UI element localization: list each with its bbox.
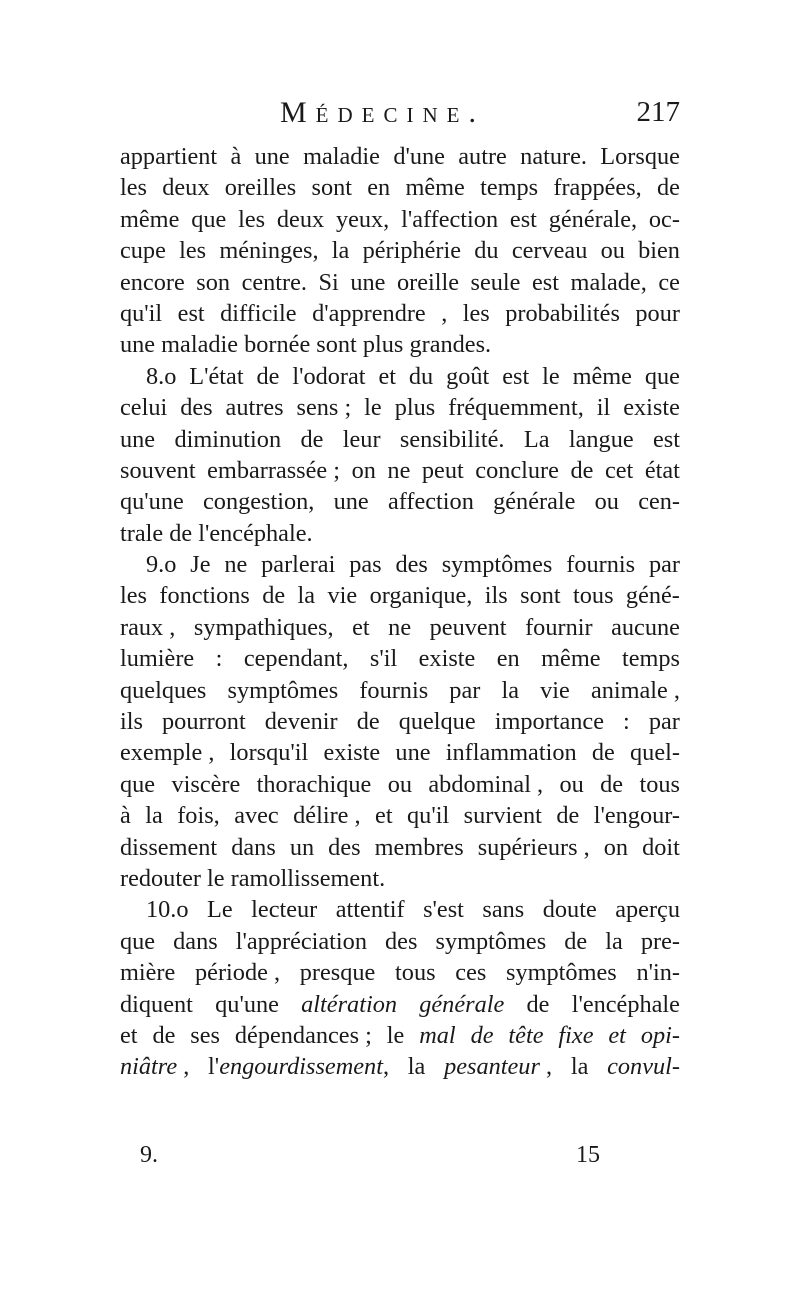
text-line xyxy=(120,455,680,486)
word: malade, xyxy=(570,268,647,296)
word: est xyxy=(653,425,680,453)
word: cupe xyxy=(120,237,166,265)
word: de xyxy=(470,1021,494,1049)
word: leur xyxy=(342,425,381,453)
word: dissement xyxy=(120,833,218,861)
word: mal xyxy=(419,1021,456,1049)
word: que xyxy=(644,362,680,390)
text-line xyxy=(120,580,680,611)
word: embarrassée ; xyxy=(207,456,341,484)
word: oreilles xyxy=(224,174,297,202)
word: l'affection xyxy=(401,205,499,233)
word: affection xyxy=(387,488,474,516)
word: ce xyxy=(658,268,680,296)
word: les xyxy=(238,205,266,233)
word: de xyxy=(256,362,280,390)
text-line xyxy=(120,141,680,172)
word: Je xyxy=(190,551,211,579)
word: animale , xyxy=(590,676,680,704)
word: période , xyxy=(195,959,281,987)
word: quel- xyxy=(630,739,680,767)
word: thorachique xyxy=(256,770,372,798)
text-segment: trale de l'encéphale. xyxy=(120,519,313,547)
text-segment: une maladie bornée sont plus grandes. xyxy=(120,331,492,359)
word: on xyxy=(351,456,376,484)
word: autres xyxy=(225,394,284,422)
word: générale xyxy=(493,488,576,516)
word: la xyxy=(407,1053,426,1081)
word: pesanteur , xyxy=(444,1053,553,1081)
page-header xyxy=(120,96,680,136)
word: symptômes xyxy=(441,551,553,579)
word: l'odorat xyxy=(292,362,366,390)
word: pourront xyxy=(162,708,246,736)
word: abdominal , xyxy=(428,770,544,798)
word: cerveau xyxy=(511,237,588,265)
word: même xyxy=(541,645,601,673)
word: une xyxy=(333,488,369,516)
text-line xyxy=(120,612,680,643)
word: fonctions xyxy=(159,582,250,610)
word: délire , xyxy=(293,802,361,830)
text-segment: redouter le ramollissement. xyxy=(120,864,386,892)
word: en xyxy=(496,645,520,673)
word: qu'une xyxy=(120,488,184,516)
word: organique, xyxy=(369,582,473,610)
word: vie xyxy=(327,582,358,610)
word: la xyxy=(501,676,519,704)
word: d'apprendre xyxy=(312,299,426,327)
word: on xyxy=(603,833,629,861)
word: existe xyxy=(623,394,680,422)
word: une xyxy=(350,268,386,296)
word: lumière xyxy=(120,645,195,673)
word: fournis xyxy=(566,551,636,579)
word: existe xyxy=(323,739,381,767)
text-line xyxy=(120,800,680,831)
word: sont xyxy=(520,582,561,610)
body-text xyxy=(120,141,680,1083)
word: 9.o xyxy=(146,551,177,579)
text-line xyxy=(120,1051,680,1082)
word: fournis xyxy=(359,676,429,704)
word: probabilités xyxy=(505,299,620,327)
text-line xyxy=(120,675,680,706)
word: tête xyxy=(508,1021,544,1049)
word: fois, xyxy=(177,802,220,830)
text-line xyxy=(120,957,680,988)
word: la xyxy=(605,927,623,955)
word: pour xyxy=(635,299,680,327)
word: exemple , xyxy=(120,739,215,767)
text-line xyxy=(120,486,680,517)
word: la xyxy=(297,582,316,610)
word: appartient xyxy=(120,143,218,170)
word: qu'il xyxy=(407,802,450,830)
word: deux xyxy=(162,174,210,202)
word: des xyxy=(328,833,361,861)
word: cependant, xyxy=(243,645,349,673)
word: le xyxy=(364,394,382,422)
word: du xyxy=(408,362,434,390)
word: que xyxy=(191,205,227,233)
word: de xyxy=(657,174,680,202)
word: langue xyxy=(568,425,634,453)
word: pre- xyxy=(640,927,680,955)
word: 10.o xyxy=(146,896,189,924)
word: géné- xyxy=(625,582,680,610)
word: l'encéphale xyxy=(571,990,680,1018)
word: diquent xyxy=(120,990,193,1018)
word: que xyxy=(120,770,156,798)
word: par xyxy=(449,676,481,704)
word: de xyxy=(526,990,550,1018)
word: mière xyxy=(120,959,176,987)
word: même xyxy=(405,174,465,202)
word: s'est xyxy=(423,896,464,924)
word: symptômes xyxy=(435,927,547,955)
word: de xyxy=(591,739,615,767)
word: : xyxy=(623,708,630,736)
word: vie xyxy=(540,676,570,704)
word: méninges, xyxy=(219,237,319,265)
word: temps xyxy=(621,645,680,673)
word: s'il xyxy=(369,645,398,673)
word: ne xyxy=(388,613,412,641)
word: de xyxy=(262,582,286,610)
word: la xyxy=(145,802,163,830)
word: la xyxy=(331,237,350,265)
word: devenir xyxy=(264,708,338,736)
word: sympathiques, xyxy=(193,613,334,641)
word: dans xyxy=(173,927,218,955)
word: d'une xyxy=(393,143,445,170)
word: l'appréciation xyxy=(235,927,367,955)
word: générale xyxy=(419,990,505,1018)
word: temps xyxy=(480,174,539,202)
word: altération xyxy=(301,990,397,1018)
word: bien xyxy=(638,237,680,265)
word: maladie xyxy=(303,143,380,170)
word: et xyxy=(378,362,396,390)
word: la xyxy=(570,1053,589,1081)
word: il xyxy=(596,394,611,422)
word: L'état xyxy=(189,362,244,390)
word: par xyxy=(648,551,680,579)
page-footer xyxy=(140,1142,600,1174)
word: sans xyxy=(482,896,525,924)
word: Lorsque xyxy=(600,143,680,170)
word: quelque xyxy=(398,708,476,736)
word: même xyxy=(572,362,632,390)
word: raux , xyxy=(120,613,176,641)
word: et xyxy=(352,613,370,641)
text-line xyxy=(120,235,680,266)
word: une xyxy=(120,425,156,453)
word: celui xyxy=(120,394,168,422)
word: tous xyxy=(395,959,436,987)
word: survient xyxy=(463,802,542,830)
text-line xyxy=(120,769,680,800)
text-line xyxy=(120,706,680,737)
word: périphérie xyxy=(362,237,462,265)
word: aucune xyxy=(611,613,680,641)
text-line xyxy=(120,643,680,674)
word: des xyxy=(395,551,428,579)
word: : xyxy=(215,645,223,673)
text-line xyxy=(120,1020,680,1051)
word: à xyxy=(230,143,242,170)
word: de xyxy=(564,927,588,955)
text-line xyxy=(120,737,680,768)
text-line xyxy=(120,518,680,549)
word: autre xyxy=(458,143,507,170)
word: de xyxy=(600,770,624,798)
word: est xyxy=(509,205,537,233)
text-line xyxy=(120,863,680,894)
word: ou xyxy=(387,770,413,798)
word: est xyxy=(502,362,530,390)
text-line xyxy=(120,392,680,423)
word: symptômes xyxy=(506,959,617,987)
text-line xyxy=(120,549,680,580)
text-line xyxy=(120,989,680,1020)
word: fixe xyxy=(558,1021,594,1049)
word: de xyxy=(152,1021,176,1049)
word: état xyxy=(644,456,680,484)
word: ou xyxy=(559,770,584,798)
word: sont xyxy=(311,174,353,202)
word: peut xyxy=(421,456,464,484)
text-line xyxy=(120,894,680,925)
word: doit xyxy=(642,833,680,861)
word: encore xyxy=(120,268,185,296)
word: parlerai xyxy=(261,551,336,579)
text-line xyxy=(120,926,680,957)
word: goût xyxy=(446,362,490,390)
word: aperçu xyxy=(615,896,680,924)
word: et xyxy=(375,802,393,830)
word: générale, xyxy=(548,205,638,233)
word: La xyxy=(523,425,550,453)
word: ou xyxy=(594,488,619,516)
word: ou xyxy=(600,237,625,265)
word: plus xyxy=(394,394,436,422)
word: niâtre , xyxy=(120,1053,190,1081)
word: , xyxy=(441,299,448,327)
word: membres xyxy=(374,833,464,861)
word: même xyxy=(120,205,180,233)
word: qu'il xyxy=(120,299,163,327)
word: tous xyxy=(573,582,614,610)
word: congestion, xyxy=(203,488,315,516)
word: un xyxy=(289,833,315,861)
word: ne xyxy=(387,456,411,484)
word: oc- xyxy=(648,205,680,233)
word: nature. xyxy=(520,143,587,170)
word: les xyxy=(462,299,490,327)
word: le xyxy=(542,362,560,390)
word: en xyxy=(367,174,391,202)
word: pas xyxy=(349,551,382,579)
word: 8.o xyxy=(146,362,177,390)
word: peuvent xyxy=(429,613,507,641)
text-line xyxy=(120,832,680,863)
word: son xyxy=(196,268,231,296)
word: souvent xyxy=(120,456,196,484)
word: les xyxy=(120,582,147,610)
word: symptômes xyxy=(227,676,339,704)
text-line xyxy=(120,424,680,455)
word: de xyxy=(556,802,580,830)
word: ces xyxy=(455,959,487,987)
word: tous xyxy=(639,770,680,798)
word: cen- xyxy=(638,488,680,516)
word: attentif xyxy=(335,896,405,924)
word: supérieurs , xyxy=(477,833,590,861)
word: diminution xyxy=(174,425,282,453)
word: ils xyxy=(484,582,508,610)
word: ses xyxy=(190,1021,220,1049)
word: de xyxy=(300,425,324,453)
word: conclure xyxy=(475,456,559,484)
word: quelques xyxy=(120,676,207,704)
text-line xyxy=(120,361,680,392)
running-title: Médecine. xyxy=(280,96,485,129)
word: et xyxy=(608,1021,626,1049)
word: les xyxy=(179,237,207,265)
word: deux xyxy=(276,205,325,233)
word: yeux, xyxy=(335,205,390,233)
word: à xyxy=(120,802,131,830)
word: ne xyxy=(224,551,248,579)
text-line xyxy=(120,267,680,298)
word: inflammation xyxy=(445,739,577,767)
word: des xyxy=(180,394,213,422)
word: seule xyxy=(470,268,521,296)
word: doute xyxy=(542,896,597,924)
word: convul- xyxy=(607,1053,680,1081)
word: opi- xyxy=(640,1021,680,1049)
word: les xyxy=(120,174,147,202)
word: cet xyxy=(604,456,634,484)
signature-mark: 9. xyxy=(140,1142,158,1168)
word: ils xyxy=(120,708,143,736)
folio: 15 xyxy=(576,1142,600,1168)
word: une xyxy=(395,739,431,767)
word: lecteur xyxy=(251,896,318,924)
word: par xyxy=(648,708,680,736)
word: presque xyxy=(299,959,376,987)
word: difficile xyxy=(220,299,297,327)
word: frappées, xyxy=(553,174,642,202)
word: importance xyxy=(494,708,604,736)
word: le xyxy=(386,1021,405,1049)
word: dans xyxy=(231,833,276,861)
word: l'engourdissement, xyxy=(208,1053,390,1081)
page-number: 217 xyxy=(636,96,680,128)
word: de xyxy=(570,456,594,484)
word: Le xyxy=(207,896,233,924)
text-line xyxy=(120,298,680,329)
word: fournir xyxy=(525,613,593,641)
text-line xyxy=(120,172,680,203)
word: une xyxy=(254,143,290,170)
word: viscère xyxy=(171,770,241,798)
word: que xyxy=(120,927,156,955)
text-line xyxy=(120,204,680,235)
word: existe xyxy=(418,645,476,673)
text-line xyxy=(120,329,680,360)
word: et xyxy=(120,1021,138,1049)
word: l'engour- xyxy=(593,802,680,830)
word: oreille xyxy=(396,268,460,296)
word: du xyxy=(474,237,499,265)
word: sens ; xyxy=(296,394,352,422)
word: est xyxy=(177,299,205,327)
word: qu'une xyxy=(215,990,279,1018)
word: de xyxy=(356,708,380,736)
word: Si xyxy=(318,268,339,296)
word: est xyxy=(532,268,560,296)
word: avec xyxy=(234,802,279,830)
word: centre. xyxy=(241,268,307,296)
word: n'in- xyxy=(636,959,680,987)
word: lorsqu'il xyxy=(229,739,309,767)
word: fréquemment, xyxy=(448,394,584,422)
word: des xyxy=(385,927,418,955)
word: sensibilité. xyxy=(399,425,505,453)
word: dépendances ; xyxy=(234,1021,372,1049)
